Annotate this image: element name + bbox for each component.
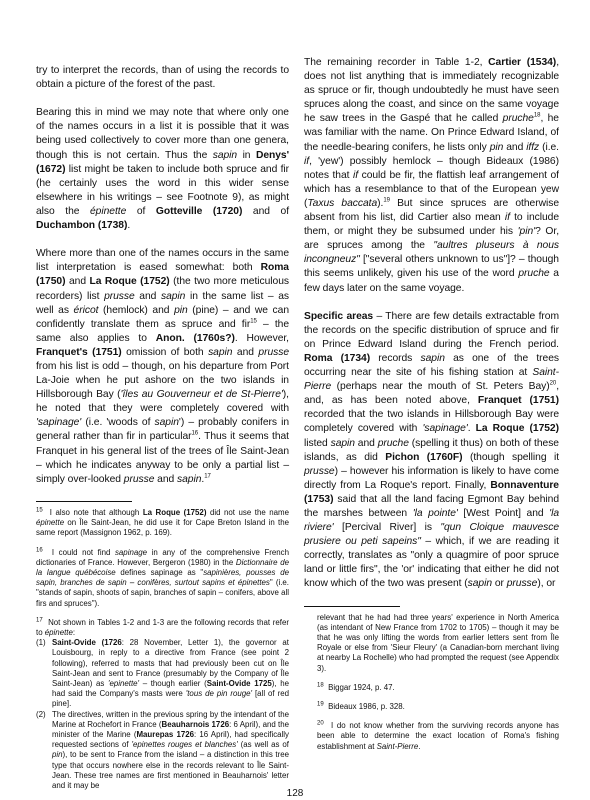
footnote-17-item xyxy=(36,710,289,792)
footnote-20: $^{20}$ I do not know whether from the surviving records anyone has been able to determine the exact location of Roma's fishing establishment at Saint-Pierre. xyxy=(317,720,559,751)
right-footnotes xyxy=(304,606,559,752)
left-column xyxy=(36,64,289,800)
right-column xyxy=(304,56,559,761)
paragraph-specific-areas: Specific areas – There are few details extractable from the records on the specific distribution of spruce and fir on Prince Edward Island during the French period. Roma (1734) records sapin as one of the trees occurring near the site of his fishing station at Saint-Pierre (perhaps near the mouth of St. Peters Bay)$^{20}$, and, as has been noted above, Franquet (1751) recorded that the two islands in Hillsborough Bay were completely covered with 'sapinage'. La Roque (1752) listed sapin and pruche (spelling it thus) on both of these islands, as did Pichon (1760F) (though spelling it prusse) – however his information is likely to have come directly from La Roque's report. Finally, Bonnaventure (1753) said that all the land facing Egmont Bay behind the marshes between 'la pointe' [West Point] and 'la riviere' [Percival River] is "qun Cloique mauvesce prusiere ou peti sapeins" – which, if we are reading it correctly, translates as "only a quagmire of poor spruce land or little firs", the 'or' indicating that either he did not know which of the two was present (sapin or prusse), or xyxy=(304,310,560,590)
footnote-17-item-text: Saint-Ovide (1726: 28 November, Letter 1), the governor at Louisbourg, in reply to a directive from France (see point 2 following), referred to masts that had previously been cut on Île Saint-Jean and sent to France (presumably by the Company of Île Saint-Jean) as 'epinette' – though earlier (Saint-Ovide 1725), he had said the Company's masts were 'tous de pin rouge' [all of red pine]. xyxy=(52,638,289,709)
paragraph-intro-continuation: try to interpret the records, than of using the records to obtain a picture of the forest of the past. xyxy=(36,65,289,91)
footnote-16: $^{16}$ I could not find sapinage in any of the comprehensive French dictionaries of France. However, Bergeron (1980) in the Dictionnaire de la langue québécoise defines sapinage as "sapinières, pousses de sapin, branches de sapin – conifères, surtout sapins et épinettes" (i.e. "stands of sapin, shoots of sapin, branches of sapin – conifers, above all firs and spruces"). xyxy=(36,546,290,608)
paragraph-more-than-one-name: Where more than one of the names occurs in the same list interpretation is eased somewhat: both Roma (1750) and La Roque (1752) (the two more meticulous recorders) list prusse and sapin in the same list – as well as éricot (hemlock) and pin (pine) – and we can confidently translate them as spruce and fir$^{15}$ – the same also applies to Anon. (1760s?). However, Franquet's (1751) omission of both sapin and prusse from his list is odd – though, on his departure from Port La-Joie when he put ashore on the two islands in Hillsborough Bay ('îles au Gouverneur et de St-Pierre'), he noted that they were completely covered with 'sapinage' (i.e. 'woods of sapin') – probably conifers in general rather than fir in particular$^{16}$. Thus it seems that Franquet in his general list of the trees of Île Saint-Jean – which he indicates anyway to be only a partial list – simply over-looked prusse and sapin.$^{17}$ xyxy=(36,248,289,485)
footnote-rule xyxy=(304,606,400,607)
paragraph-bearing-in-mind: Bearing this in mind we may note that where only one of the names occurs in a list it is possible that it was being used collectively to cover more than one genera, though this is not certain. Thus the sapin in Denys' (1672) list might be taken to include both spruce and fir (he certainly uses the word in this wider sense elsewhere in his writings – see Footnote 9), as might also the épinette of Gotteville (1720) and of Duchambon (1738). xyxy=(36,107,290,232)
footnote-17-list xyxy=(36,638,289,791)
footnote-15: $^{15}$ I also note that although La Roque (1752) did not use the name épinette on Île Saint-Jean, he did use it for Cape Breton Island in the same report (Massignon 1962, p. 169). xyxy=(36,507,290,538)
footnote-19: $^{19}$ Bideaux 1986, p. 328. xyxy=(317,701,405,712)
footnote-17 xyxy=(36,618,289,791)
footnote-17-intro: $^{17}$ Not shown in Tables 1-2 and 1-3 are the following records that refer to épinette: xyxy=(36,617,289,637)
footnote-17-continued: relevant that he had had three years' experience in North America (as intendant of New France from 1702 to 1705) – though it may be that he was only lifting the words from earlier letters sent from Île Royale or else from 'Sieur Fleury' (a Canadian-born merchant living at nearby La Rochelle) who had prompted the request (see Appendix 3). xyxy=(317,612,559,673)
footnote-18: $^{18}$ Biggar 1924, p. 47. xyxy=(317,682,395,692)
footnote-17-item-number: (1) xyxy=(36,638,46,648)
footnote-rule xyxy=(36,501,132,502)
paragraph-cartier: The remaining recorder in Table 1-2, Cartier (1534), does not list anything that is immediately recognizable as spruce or fir, though undoubtedly he must have seen spruces along the coast, and since on the same voyage he saw trees in the Gaspé that he called pruche$^{18}$, he was familiar with the name. On Prince Edward Island, of the needle-bearing conifers, he lists only pin and iffz (i.e. if, 'yew') possibly hemlock – though Bideaux (1986) notes that if could be fir, the flattish leaf arrangement of which has a resemblance to that of the European yew (Taxus baccata).$^{19}$ But since spruces are otherwise absent from his list, did Cartier also mean if to include them, or might they be subsumed under his 'pin'? Or, are spruces among the "aultres pluseurs à nous incongneuz" ["several others unknown to us"]? – though this seems unlikely, given his use of the word pruche a few days later on the same voyage. xyxy=(304,57,560,294)
footnote-17-item xyxy=(36,638,289,709)
left-footnotes xyxy=(36,501,289,791)
footnote-17-item-text: The directives, written in the previous spring by the intendant of the Marine at Rochefort in France (Beauharnois 1726: 6 April), and the minister of the Marine (Maurepas 1726: 16 April), had specifically requested sections of 'epinettes rouges et blanches' (as well as of pin), to be sent to France from the island – a distinction in this tree type that occurs nowhere else in the records relevant to Île Saint-Jean. These tree names are first mentioned in Beauharnois' letter and it may be xyxy=(52,709,290,790)
page-number: 128 xyxy=(286,788,304,799)
footnote-17-item-number: (2) xyxy=(36,709,46,719)
